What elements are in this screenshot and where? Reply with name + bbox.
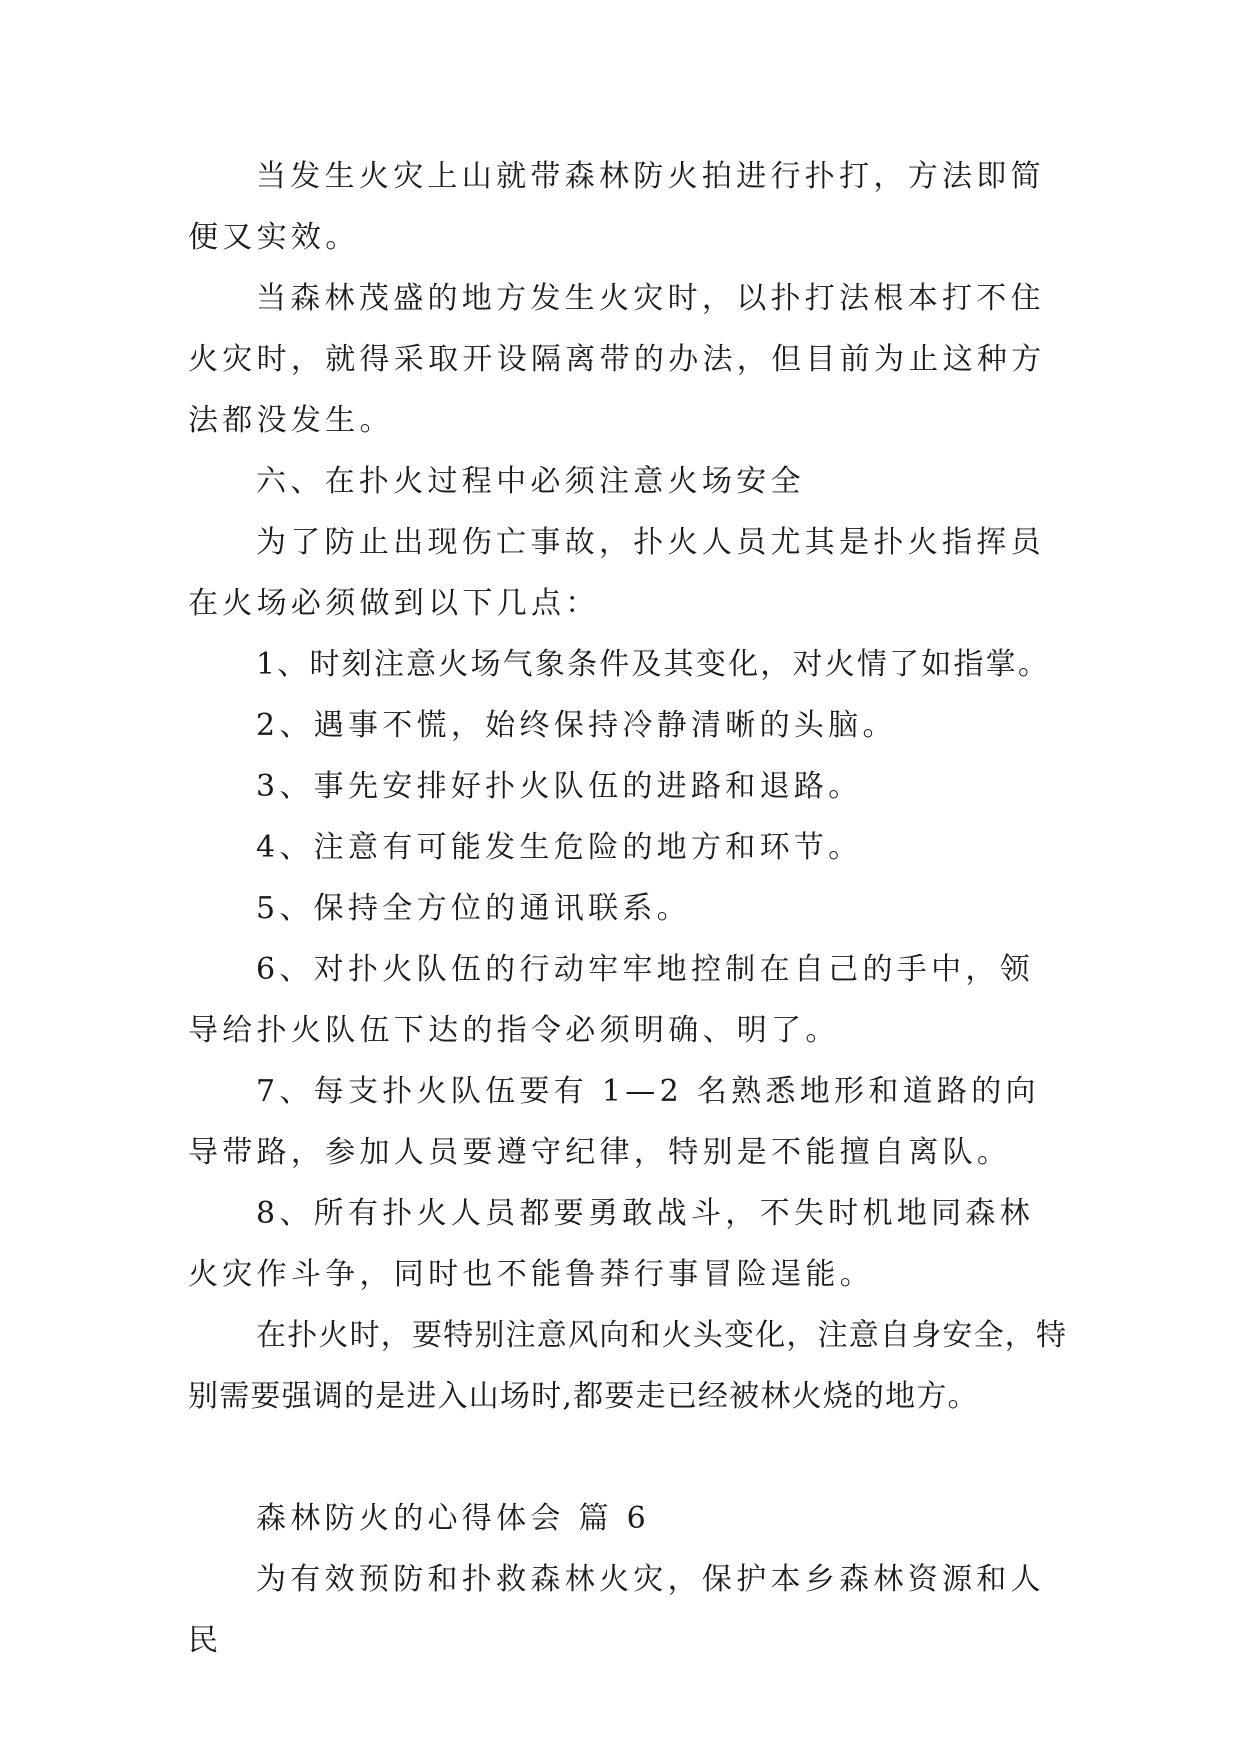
list-item-4: 4、注意有可能发生危险的地方和环节。 — [256, 830, 863, 865]
list-item-2: 2、遇事不慌，始终保持冷静清晰的头脑。 — [256, 708, 897, 743]
list-item-1: 1、时刻注意火场气象条件及其变化，对火情了如指掌。 — [256, 647, 1051, 682]
paragraph-3: 为了防止出现伤亡事故，扑火人员尤其是扑火指挥员在火场必须做到以下几点： — [188, 525, 1045, 621]
paragraph-1: 当发生火灾上山就带森林防火拍进行扑打，方法即简便又实效。 — [188, 159, 1045, 255]
list-item-5: 5、保持全方位的通讯联系。 — [256, 891, 691, 926]
section-intro: 为有效预防和扑救森林火灾，保护本乡森林资源和人民 — [188, 1562, 1045, 1658]
paragraph-4: 在扑火时，要特别注意风向和火头变化，注意自身安全，特别需要强调的是进入山场时,都要走已经被林火烧的地方。 — [188, 1318, 1068, 1414]
list-item-7: 7、每支扑火队伍要有 1—2 名熟悉地形和道路的向导带路，参加人员要遵守纪律，特别是不能擅自离队。 — [188, 1074, 1040, 1170]
list-item-6: 6、对扑火队伍的行动牢牢地控制在自己的手中，领导给扑火队伍下达的指令必须明确、明了。 — [188, 952, 1034, 1048]
list-item-3: 3、事先安排好扑火队伍的进路和退路。 — [256, 769, 863, 804]
section-heading-6: 六、在扑火过程中必须注意火场安全 — [256, 464, 805, 499]
section-spacer — [188, 1427, 1068, 1488]
section-title: 森林防火的心得体会 篇 6 — [256, 1501, 651, 1536]
list-item-8: 8、所有扑火人员都要勇敢战斗，不失时机地同森林火灾作斗争，同时也不能鲁莽行事冒险逞能。 — [188, 1196, 1034, 1292]
paragraph-2: 当森林茂盛的地方发生火灾时，以扑打法根本打不住火灾时，就得采取开设隔离带的办法，但目前为止这种方法都没发生。 — [188, 281, 1046, 438]
document-page — [188, 146, 1068, 1671]
